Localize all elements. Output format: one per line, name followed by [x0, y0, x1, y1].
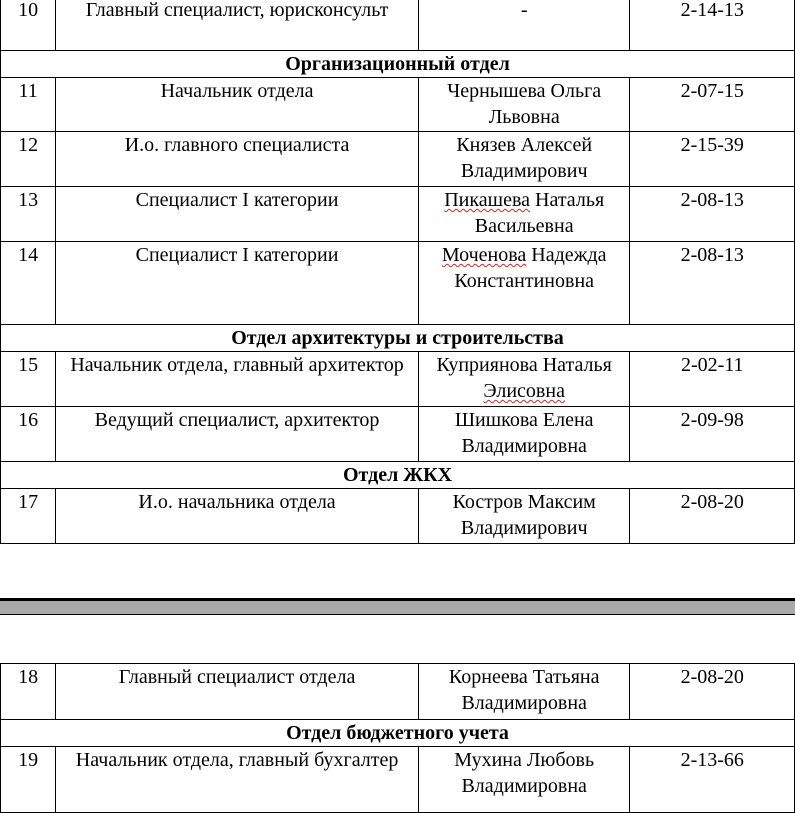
employee-name-cell: Чернышева Ольга Львовна — [418, 78, 630, 132]
page-break-separator — [0, 598, 795, 615]
table-row — [1, 242, 795, 325]
employee-name-cell: Мухина Любовь Владимировна — [418, 747, 630, 813]
employee-name-cell: Куприянова Наталья Элисовна — [418, 352, 630, 407]
section-header-row — [1, 720, 795, 747]
phone-cell: 2-09-98 — [630, 407, 795, 462]
table-row — [1, 664, 795, 720]
table-row — [1, 352, 795, 407]
employee-name-cell: - — [418, 0, 630, 51]
table-row — [1, 187, 795, 242]
position-cell: Главный специалист, юрисконсульт — [56, 0, 419, 51]
position-cell: Специалист I категории — [56, 242, 419, 325]
spellcheck-mark: Пикашева — [444, 189, 531, 211]
row-number-cell: 19 — [1, 747, 56, 813]
staff-table-bottom — [0, 663, 795, 813]
position-cell: Главный специалист отдела — [56, 664, 419, 720]
position-cell: Ведущий специалист, архитектор — [56, 407, 419, 462]
row-number-cell: 17 — [1, 489, 56, 544]
section-header-row — [1, 462, 795, 489]
section-title: Отдел бюджетного учета — [1, 720, 795, 747]
phone-cell: 2-02-11 — [630, 352, 795, 407]
phone-cell: 2-07-15 — [630, 78, 795, 132]
phone-cell: 2-14-13 — [630, 0, 795, 51]
table-row — [1, 747, 795, 813]
section-title: Отдел архитектуры и строительства — [1, 325, 795, 352]
employee-name-cell: Костров Максим Владимирович — [418, 489, 630, 544]
employee-name-cell: Пикашева Наталья Васильевна — [418, 187, 630, 242]
phone-cell: 2-08-20 — [630, 489, 795, 544]
row-number-cell: 15 — [1, 352, 56, 407]
spellcheck-mark: Элисовна — [483, 380, 565, 402]
section-header-row — [1, 325, 795, 352]
employee-name-cell: Корнеева Татьяна Владимировна — [418, 664, 630, 720]
row-number-cell: 16 — [1, 407, 56, 462]
row-number-cell: 12 — [1, 132, 56, 187]
table-row — [1, 489, 795, 544]
section-title: Отдел ЖКХ — [1, 462, 795, 489]
employee-name-cell: Князев Алексей Владимирович — [418, 132, 630, 187]
position-cell: И.о. главного специалиста — [56, 132, 419, 187]
table-row — [1, 78, 795, 132]
position-cell: И.о. начальника отдела — [56, 489, 419, 544]
row-number-cell: 18 — [1, 664, 56, 720]
section-title: Организационный отдел — [1, 51, 795, 78]
position-cell: Специалист I категории — [56, 187, 419, 242]
row-number-cell: 13 — [1, 187, 56, 242]
row-number-cell: 10 — [1, 0, 56, 51]
phone-cell: 2-13-66 — [630, 747, 795, 813]
phone-cell: 2-08-13 — [630, 187, 795, 242]
position-cell: Начальник отдела, главный бухгалтер — [56, 747, 419, 813]
table-row — [1, 0, 795, 51]
spellcheck-mark: Моченова — [441, 244, 527, 266]
row-number-cell: 14 — [1, 242, 56, 325]
employee-name-cell: Шишкова Елена Владимировна — [418, 407, 630, 462]
employee-name-cell: Моченова Надежда Константиновна — [418, 242, 630, 325]
section-header-row — [1, 51, 795, 78]
phone-cell: 2-08-13 — [630, 242, 795, 325]
position-cell: Начальник отдела, главный архитектор — [56, 352, 419, 407]
table-row — [1, 407, 795, 462]
table-row — [1, 132, 795, 187]
row-number-cell: 11 — [1, 78, 56, 132]
phone-cell: 2-15-39 — [630, 132, 795, 187]
phone-cell: 2-08-20 — [630, 664, 795, 720]
position-cell: Начальник отдела — [56, 78, 419, 132]
